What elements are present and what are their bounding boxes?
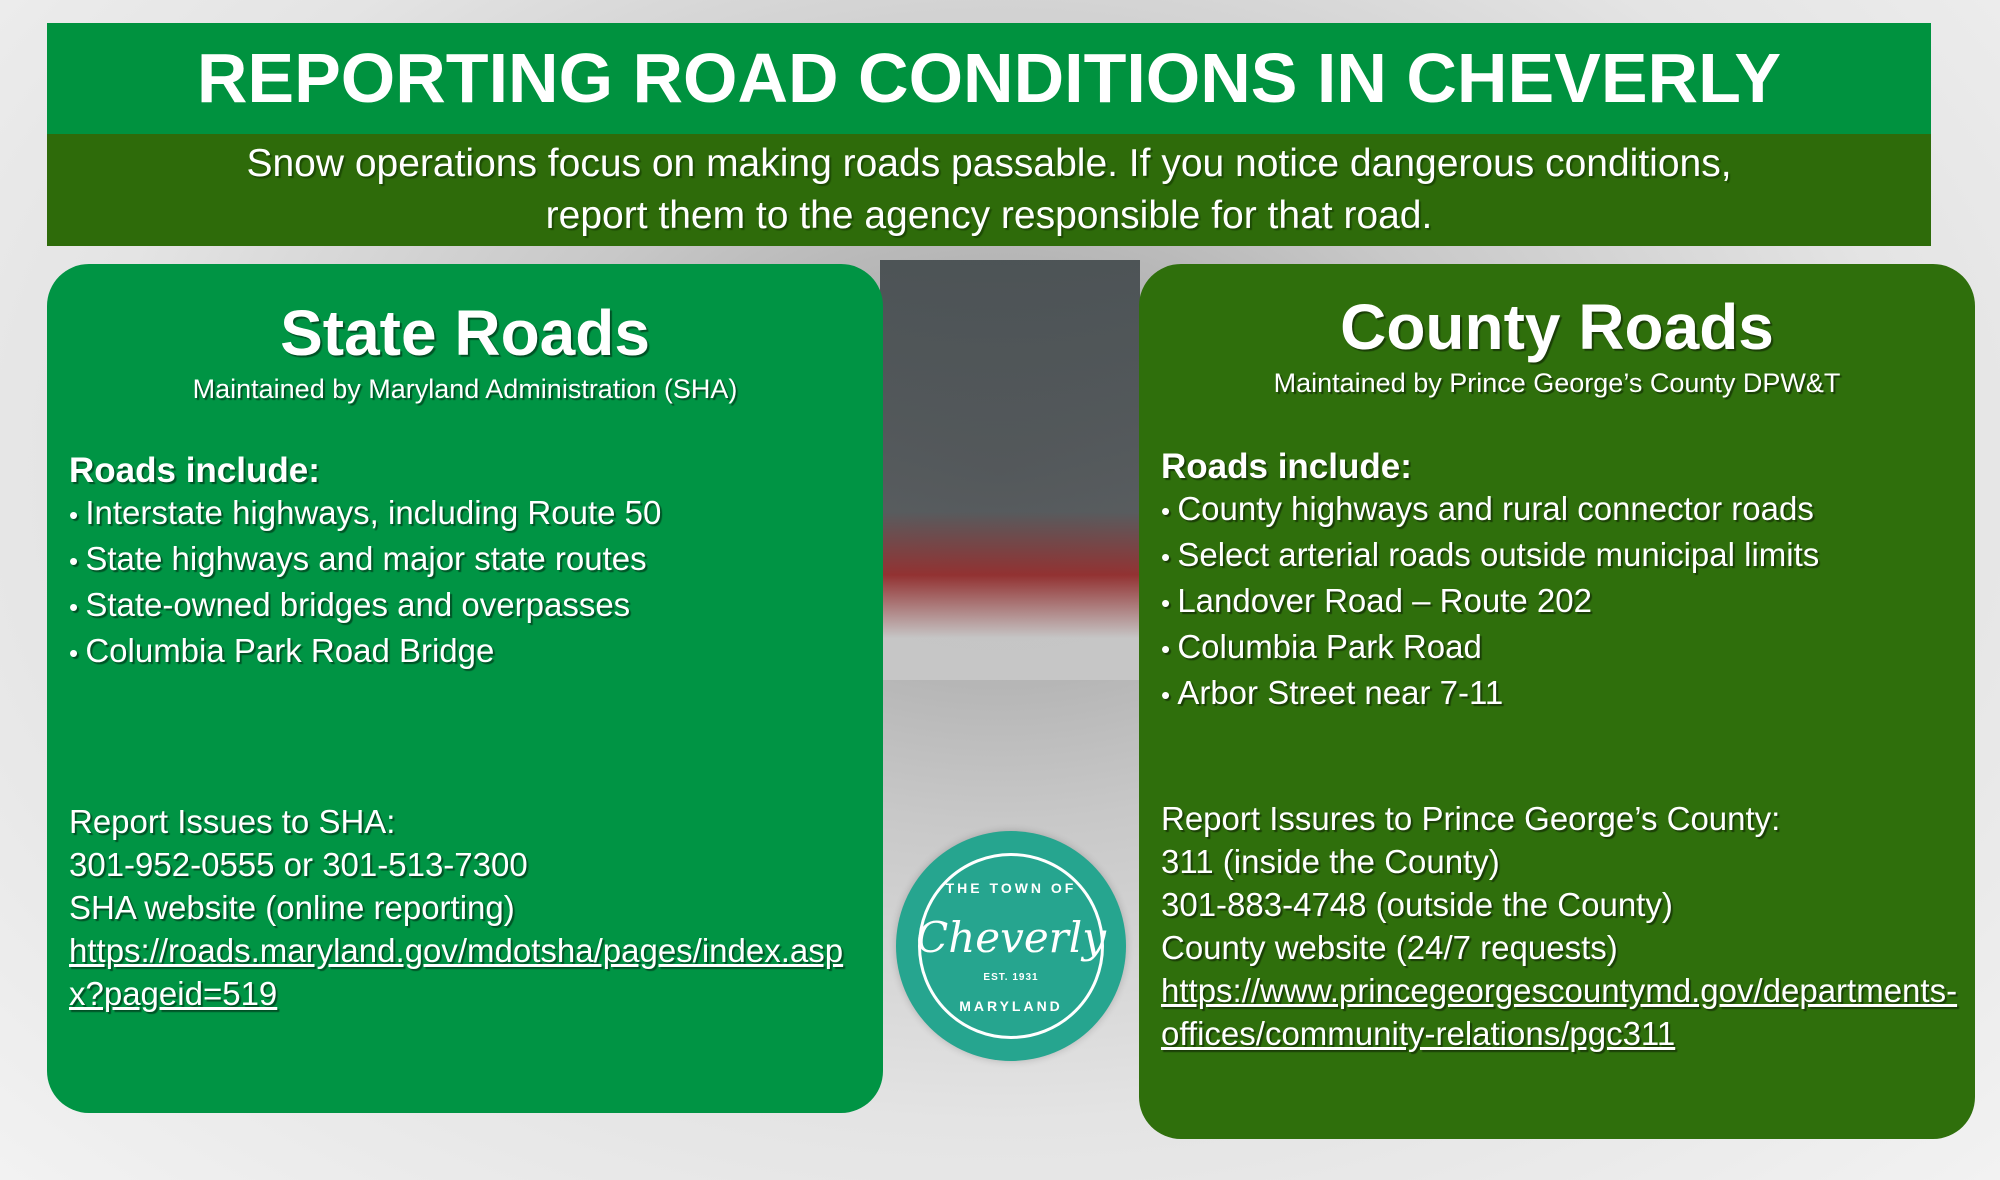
phone-inside: 311 (inside the County) — [1161, 843, 1500, 880]
card-title: State Roads — [280, 297, 650, 369]
logo-est: EST. 1931 — [983, 972, 1039, 983]
roads-list — [1161, 487, 1953, 717]
subtitle-line: Snow operations focus on making roads passable. If you notice dangerous conditions, — [246, 142, 1732, 185]
maintained-by: Maintained by Maryland Administration (SHA) — [192, 374, 738, 404]
logo-bottom-text: MARYLAND — [959, 998, 1063, 1014]
list-item: • Landover Road – Route 202 — [1161, 579, 1953, 625]
list-item: • Interstate highways, including Route 50 — [69, 491, 861, 537]
website-label: SHA website (online reporting) — [69, 889, 515, 926]
roads-label: Roads include: — [1161, 447, 1412, 486]
phone-numbers: 301-952-0555 or 301-513-7300 — [69, 846, 528, 883]
list-item: • County highways and rural connector roads — [1161, 487, 1953, 533]
list-item: • State-owned bridges and overpasses — [69, 583, 861, 629]
list-item: • Columbia Park Road Bridge — [69, 629, 861, 675]
subtitle — [47, 134, 1931, 246]
state-roads-card — [47, 264, 883, 1113]
sha-link[interactable]: https://roads.maryland.gov/mdotsha/pages/index.aspx?pageid=519 — [69, 932, 844, 1012]
report-section — [1161, 797, 1963, 1055]
card-title: County Roads — [1340, 291, 1774, 363]
report-label: Report Issues to SHA: — [69, 803, 396, 840]
list-item: • Columbia Park Road — [1161, 625, 1953, 671]
page-title: REPORTING ROAD CONDITIONS IN CHEVERLY — [47, 23, 1931, 134]
county-link[interactable]: https://www.princegeorgescountymd.gov/departments-offices/community-relations/pgc311 — [1161, 972, 1958, 1052]
subtitle-line: report them to the agency responsible for that road. — [545, 194, 1433, 237]
snowplow-background — [880, 260, 1140, 680]
roads-label: Roads include: — [69, 451, 320, 490]
list-item: • State highways and major state routes — [69, 537, 861, 583]
list-item: • Select arterial roads outside municipal limits — [1161, 533, 1953, 579]
cheverly-logo — [896, 831, 1126, 1061]
website-label: County website (24/7 requests) — [1161, 929, 1618, 966]
roads-list — [69, 491, 861, 675]
county-roads-card — [1139, 264, 1975, 1139]
report-label: Report Issures to Prince George’s County: — [1161, 800, 1781, 837]
logo-name: Cheverly — [916, 913, 1106, 962]
phone-outside: 301-883-4748 (outside the County) — [1161, 886, 1673, 923]
list-item: • Arbor Street near 7-11 — [1161, 671, 1953, 717]
maintained-by: Maintained by Prince George’s County DPW&T — [1273, 368, 1841, 398]
report-section — [69, 800, 871, 1015]
logo-top-text: THE TOWN OF — [945, 880, 1077, 896]
